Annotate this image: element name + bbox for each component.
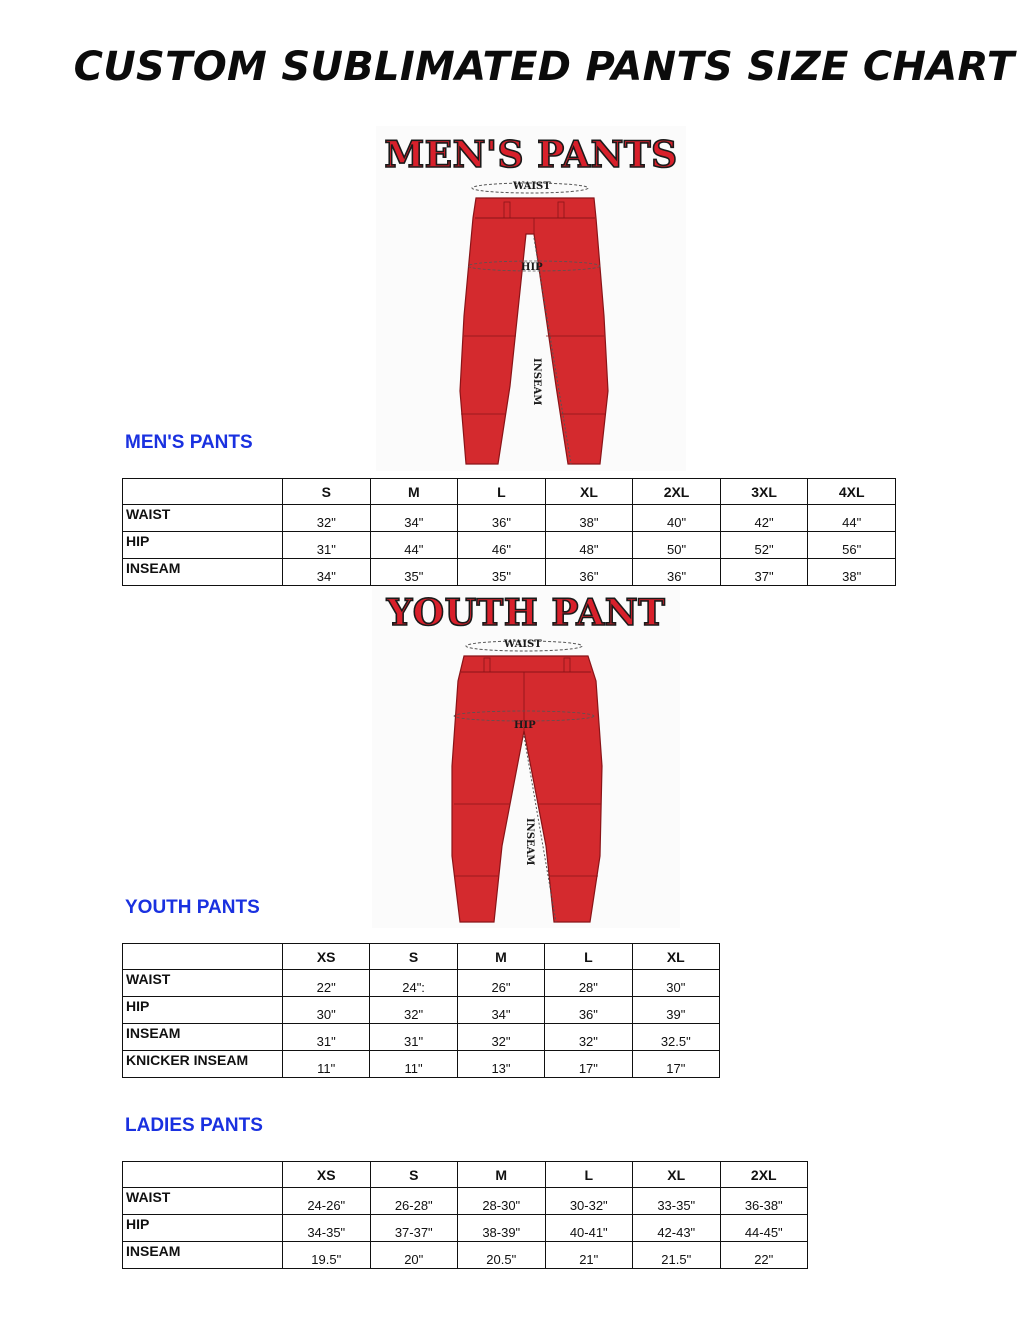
mens-size-value: 34": [283, 559, 371, 586]
mens-column-header: L: [458, 479, 546, 505]
youth-size-value: 11": [283, 1051, 370, 1078]
ladies-size-value: 22": [720, 1242, 808, 1269]
youth-table-row: [123, 970, 720, 997]
mens-pants-heading: MEN'S PANTS: [125, 432, 253, 453]
youth-table-row: [123, 997, 720, 1024]
ladies-size-value: 30-32": [545, 1188, 633, 1215]
ladies-header-row: [123, 1162, 808, 1188]
ladies-size-value: 40-41": [545, 1215, 633, 1242]
mens-size-value: 34": [370, 505, 458, 532]
mens-size-value: 44": [370, 532, 458, 559]
ladies-size-value: 21": [545, 1242, 633, 1269]
mens-row-label: INSEAM: [123, 559, 283, 586]
youth-size-value: 24":: [370, 970, 457, 997]
youth-size-value: 11": [370, 1051, 457, 1078]
mens-size-value: 35": [458, 559, 546, 586]
page-title: CUSTOM SUBLIMATED PANTS SIZE CHART: [73, 44, 1015, 90]
ladies-size-value: 33-35": [633, 1188, 721, 1215]
mens-table-row: [123, 505, 896, 532]
ladies-size-value: 42-43": [633, 1215, 721, 1242]
youth-size-value: 28": [545, 970, 632, 997]
youth-corner-cell: [123, 944, 283, 970]
ladies-size-value: 20.5": [458, 1242, 546, 1269]
ladies-size-value: 36-38": [720, 1188, 808, 1215]
mens-size-value: 42": [720, 505, 808, 532]
mens-size-value: 37": [720, 559, 808, 586]
youth-pant-illustration: [372, 586, 680, 928]
mens-column-header: 4XL: [808, 479, 896, 505]
youth-size-value: 34": [457, 997, 544, 1024]
ladies-column-header: S: [370, 1162, 458, 1188]
mens-size-value: 32": [283, 505, 371, 532]
youth-inseam-label: INSEAM: [524, 818, 535, 866]
mens-size-value: 38": [545, 505, 633, 532]
youth-size-value: 22": [283, 970, 370, 997]
ladies-column-header: L: [545, 1162, 633, 1188]
mens-column-header: S: [283, 479, 371, 505]
youth-size-value: 32": [370, 997, 457, 1024]
ladies-size-value: 21.5": [633, 1242, 721, 1269]
mens-pants-illustration: [376, 126, 686, 471]
youth-size-value: 36": [545, 997, 632, 1024]
youth-pants-heading: YOUTH PANTS: [125, 897, 260, 918]
mens-waist-label: WAIST: [513, 181, 551, 192]
mens-illustration-title: MEN'S PANTS: [384, 134, 678, 176]
mens-column-header: XL: [545, 479, 633, 505]
mens-table-row: [123, 559, 896, 586]
youth-size-value: 31": [283, 1024, 370, 1051]
youth-size-value: 32": [457, 1024, 544, 1051]
youth-row-label: KNICKER INSEAM: [123, 1051, 283, 1078]
ladies-size-value: 28-30": [458, 1188, 546, 1215]
mens-size-value: 40": [633, 505, 721, 532]
youth-size-value: 32": [545, 1024, 632, 1051]
youth-size-value: 26": [457, 970, 544, 997]
youth-size-value: 31": [370, 1024, 457, 1051]
mens-row-label: WAIST: [123, 505, 283, 532]
mens-size-value: 44": [808, 505, 896, 532]
mens-table-row: [123, 532, 896, 559]
youth-size-value: 30": [632, 970, 719, 997]
youth-hip-label: HIP: [514, 720, 536, 731]
ladies-corner-cell: [123, 1162, 283, 1188]
ladies-table-row: [123, 1242, 808, 1269]
mens-size-value: 46": [458, 532, 546, 559]
mens-size-value: 31": [283, 532, 371, 559]
youth-size-value: 32.5": [632, 1024, 719, 1051]
mens-size-value: 48": [545, 532, 633, 559]
mens-size-table: [122, 478, 896, 586]
youth-row-label: INSEAM: [123, 1024, 283, 1051]
youth-header-row: [123, 944, 720, 970]
youth-waist-label: WAIST: [504, 639, 542, 650]
mens-size-value: 36": [633, 559, 721, 586]
youth-row-label: HIP: [123, 997, 283, 1024]
mens-header-row: [123, 479, 896, 505]
ladies-row-label: INSEAM: [123, 1242, 283, 1269]
mens-size-value: 35": [370, 559, 458, 586]
youth-size-value: 17": [632, 1051, 719, 1078]
ladies-size-value: 26-28": [370, 1188, 458, 1215]
youth-table-row: [123, 1024, 720, 1051]
mens-size-value: 36": [545, 559, 633, 586]
mens-pants-drawing: [376, 126, 686, 471]
mens-size-value: 56": [808, 532, 896, 559]
youth-column-header: XS: [283, 944, 370, 970]
mens-size-value: 38": [808, 559, 896, 586]
mens-hip-label: HIP: [521, 262, 543, 273]
ladies-size-value: 20": [370, 1242, 458, 1269]
ladies-table-row: [123, 1188, 808, 1215]
ladies-size-value: 24-26": [283, 1188, 371, 1215]
mens-inseam-label: INSEAM: [531, 358, 542, 406]
ladies-size-value: 44-45": [720, 1215, 808, 1242]
mens-size-value: 36": [458, 505, 546, 532]
youth-column-header: XL: [632, 944, 719, 970]
ladies-size-value: 34-35": [283, 1215, 371, 1242]
ladies-column-header: XL: [633, 1162, 721, 1188]
mens-column-header: M: [370, 479, 458, 505]
ladies-row-label: HIP: [123, 1215, 283, 1242]
youth-row-label: WAIST: [123, 970, 283, 997]
youth-column-header: M: [457, 944, 544, 970]
ladies-size-value: 37-37": [370, 1215, 458, 1242]
youth-table-row: [123, 1051, 720, 1078]
youth-size-table: [122, 943, 720, 1078]
ladies-row-label: WAIST: [123, 1188, 283, 1215]
youth-column-header: S: [370, 944, 457, 970]
mens-size-value: 52": [720, 532, 808, 559]
ladies-column-header: M: [458, 1162, 546, 1188]
ladies-size-table: [122, 1161, 808, 1269]
mens-row-label: HIP: [123, 532, 283, 559]
mens-column-header: 3XL: [720, 479, 808, 505]
ladies-column-header: XS: [283, 1162, 371, 1188]
youth-size-value: 30": [283, 997, 370, 1024]
youth-size-value: 17": [545, 1051, 632, 1078]
ladies-pants-heading: LADIES PANTS: [125, 1115, 263, 1136]
youth-pant-drawing: [372, 586, 680, 928]
mens-column-header: 2XL: [633, 479, 721, 505]
ladies-size-value: 38-39": [458, 1215, 546, 1242]
youth-illustration-title: YOUTH PANT: [386, 592, 666, 634]
youth-size-value: 13": [457, 1051, 544, 1078]
youth-column-header: L: [545, 944, 632, 970]
ladies-table-row: [123, 1215, 808, 1242]
mens-size-value: 50": [633, 532, 721, 559]
ladies-column-header: 2XL: [720, 1162, 808, 1188]
youth-size-value: 39": [632, 997, 719, 1024]
mens-corner-cell: [123, 479, 283, 505]
ladies-size-value: 19.5": [283, 1242, 371, 1269]
